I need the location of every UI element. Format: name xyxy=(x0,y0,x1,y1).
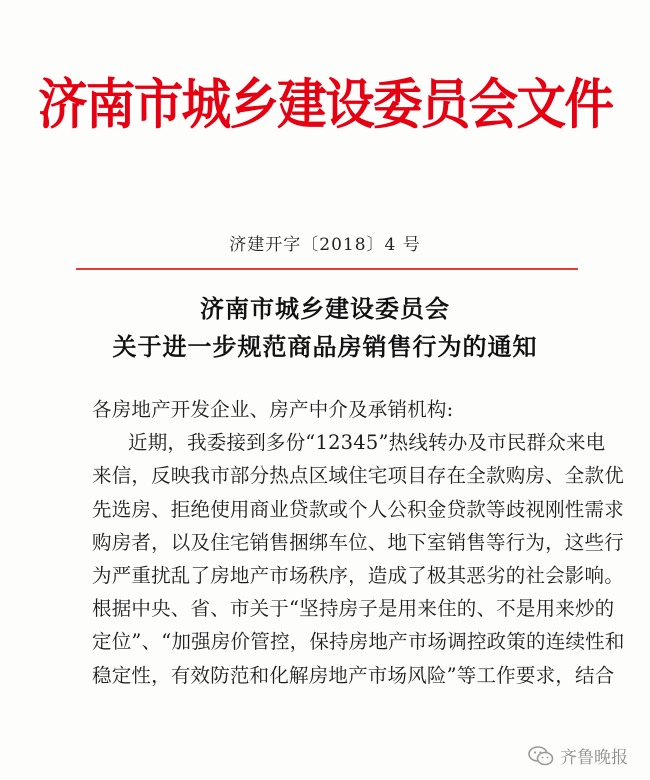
body-line: 购房者，以及住宅销售捆绑车位、地下室销售等行为，这些行 xyxy=(92,530,624,554)
notice-title xyxy=(0,290,650,366)
body-line: 为严重扰乱了房地产市场秩序，造成了极其恶劣的社会影响。 xyxy=(92,563,624,587)
body-line-salutation: 各房地产开发企业、房产中介及承销机构: xyxy=(92,398,454,421)
watermark xyxy=(528,743,628,768)
red-divider-line xyxy=(76,268,578,270)
document-header-title: 济南市城乡建设委员会文件 xyxy=(37,72,613,136)
watermark-text: 齐鲁晚报 xyxy=(560,748,628,768)
notice-body xyxy=(92,393,625,692)
notice-title-line-2: 关于进一步规范商品房销售行为的通知 xyxy=(112,332,538,361)
body-line: 来信，反映我市部分热点区域住宅项目存在全款购房、全款优 xyxy=(92,464,624,488)
document-number: 济建开字〔2018〕4 号 xyxy=(229,235,421,255)
body-line: 定位”、“加强房价管控，保持房地产市场调控政策的连续性和 xyxy=(92,630,625,654)
body-line: 近期，我委接到多份“12345”热线转办及市民群众来电 xyxy=(128,431,606,455)
wechat-icon xyxy=(528,746,554,766)
notice-title-line-1: 济南市城乡建设委员会 xyxy=(200,294,450,323)
body-line: 先选房、拒绝使用商业贷款或个人公积金贷款等歧视刚性需求 xyxy=(92,497,624,521)
body-line: 根据中央、省、市关于“坚持房子是用来住的、不是用来炒的 xyxy=(92,597,615,621)
body-line: 稳定性，有效防范和化解房地产市场风险”等工作要求，结合 xyxy=(92,663,615,687)
